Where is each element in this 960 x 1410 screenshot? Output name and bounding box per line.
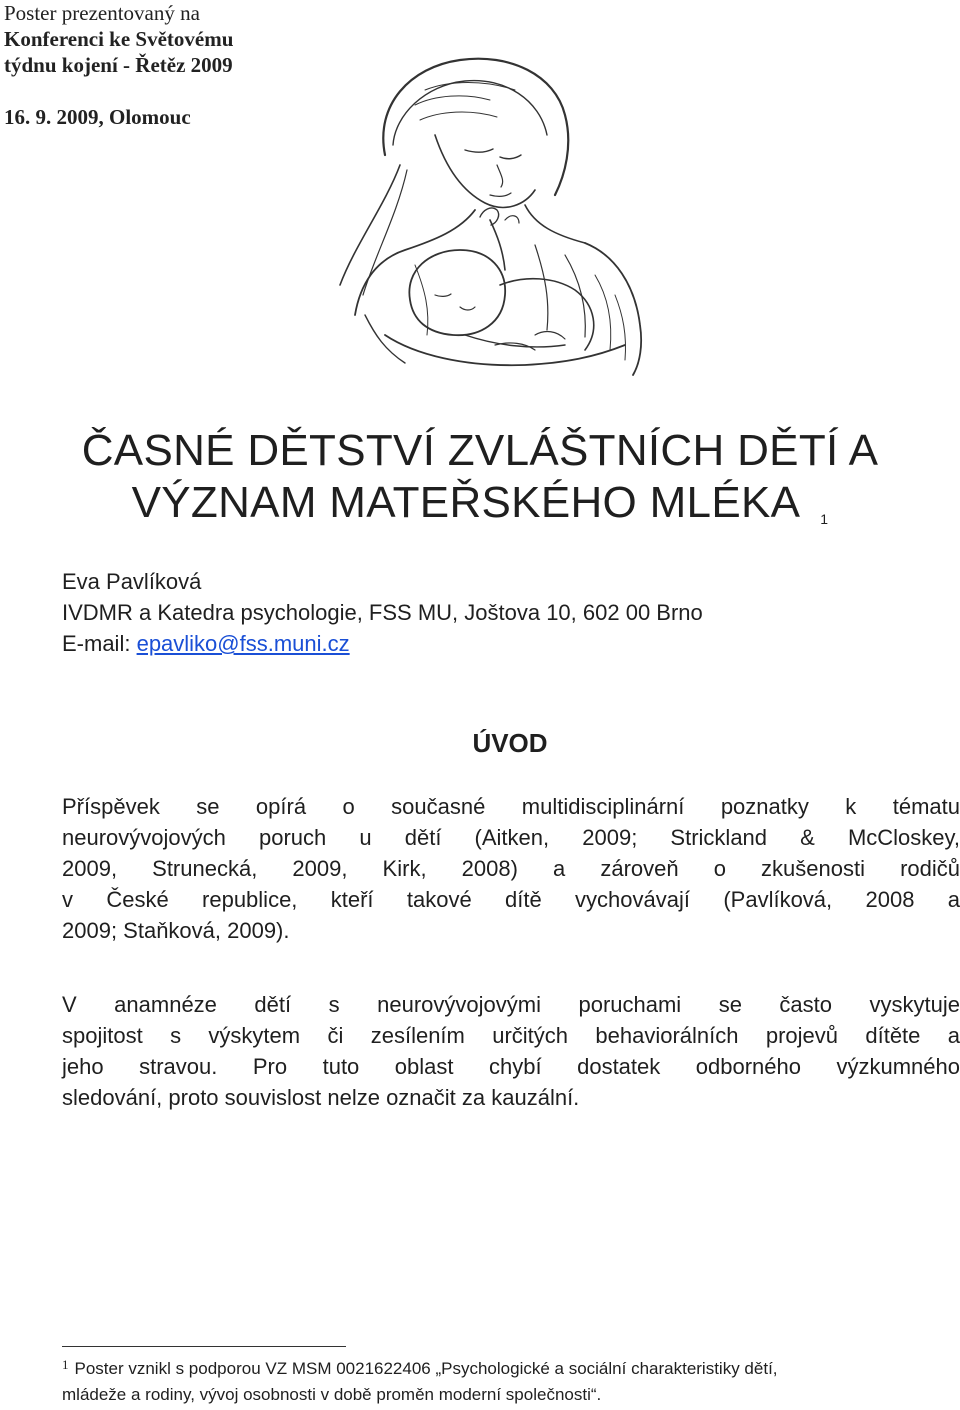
author-affiliation: IVDMR a Katedra psychologie, FSS MU, Joštova 10, 602 00 Brno — [62, 600, 703, 625]
poster-info-line: týdnu kojení - Řetěz 2009 — [4, 53, 233, 77]
paragraph-line: 2009, Strunecká, 2009, Kirk, 2008) a zároveň o zkušenosti rodičů — [62, 856, 960, 881]
section-heading: ÚVOD — [472, 728, 548, 758]
title-line — [0, 477, 960, 529]
footnote-line: mládeže a rodiny, vývoj osobnosti v době proměn moderní společnosti“. — [62, 1385, 602, 1404]
paragraph-line: spojitost s výskytem či zesílením určitých behaviorálních projevů dítěte a — [62, 1023, 960, 1048]
footnote — [62, 1356, 960, 1408]
poster-info-line: Konferenci ke Světovému — [4, 27, 234, 51]
footnote-divider — [62, 1346, 346, 1347]
paragraph-line: neurovývojových poruch u dětí (Aitken, 2009; Strickland & McCloskey, — [62, 825, 960, 850]
footnote-line — [62, 1356, 960, 1382]
title-footnote-mark: 1 — [820, 511, 829, 527]
intro-paragraph-1 — [62, 791, 960, 946]
footnote-text: Poster vznikl s podporou VZ MSM 0021622406 „Psychologické a sociální charakteristiky dětí, — [74, 1359, 778, 1378]
title-line: ČASNÉ DĚTSTVÍ ZVLÁŠTNÍCH DĚTÍ A — [81, 426, 879, 475]
poster-date-location: 16. 9. 2009, Olomouc — [4, 105, 191, 129]
paragraph-line: sledování, proto souvislost nelze označit za kauzální. — [62, 1085, 580, 1110]
poster-title — [0, 425, 960, 529]
email-label: E-mail: — [62, 631, 131, 656]
paragraph-line: jeho stravou. Pro tuto oblast chybí dostatek odborného výzkumného — [62, 1054, 960, 1079]
footnote-mark: 1 — [62, 1357, 69, 1372]
author-block — [62, 566, 703, 659]
poster-info-line: Poster prezentovaný na — [4, 1, 200, 25]
paragraph-line: v České republice, kteří takové dítě vychovávají (Pavlíková, 2008 a — [62, 887, 960, 912]
paragraph-line: V anamnéze dětí s neurovývojovými poruchami se často vyskytuje — [62, 992, 960, 1017]
author-email-row — [62, 628, 703, 659]
title-line-text: VÝZNAM MATEŘSKÉHO MLÉKA — [131, 478, 801, 527]
paragraph-line: 2009; Staňková, 2009). — [62, 918, 290, 943]
intro-paragraph-2 — [62, 989, 960, 1113]
email-link[interactable]: epavliko@fss.muni.cz — [136, 631, 350, 656]
paragraph-line: Příspěvek se opírá o současné multidisciplinární poznatky k tématu — [62, 794, 960, 819]
poster-info — [4, 0, 233, 130]
author-name: Eva Pavlíková — [62, 569, 202, 594]
breastfeeding-mother-sketch-icon — [235, 45, 705, 380]
